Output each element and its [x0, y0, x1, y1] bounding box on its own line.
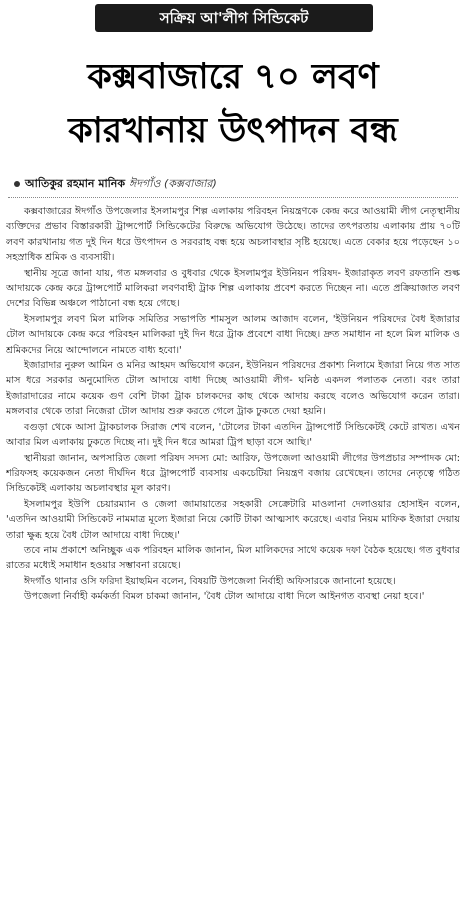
headline-line-1: কক্সবাজারে ৭০ লবণ — [87, 57, 379, 97]
kicker-label: সক্রিয় আ'লীগ সিন্ডিকেট — [95, 4, 373, 32]
byline-place: ঈদগাঁও (কক্সবাজার) — [129, 177, 217, 190]
bullet-icon — [14, 181, 20, 187]
article-paragraph: ইজারাদার নুরুল আমিন ও মনির আহমদ অভিযোগ করেন, ইউনিয়ন পরিষদের প্রকাশ্য নিলামে ইজারা নিয়ে গত সাত মাস ধরে সরকার অনুমোদিত টোল আদায়ে বাধা দিচ্ছে আওয়ামী লীগ- ঘনিষ্ঠ একদল পলাতক নেতা। বরং তারা ইজারাদারের নামে কয়েক গুণ বেশি টাকা ট্রাক চালকদের কাছ থেকে আদায় করছে বলেও অভিযোগ করেন তারা। মঙ্গলবার থেকে তারা নিজেরা টোল আদায় শুরু করতে গেলে ট্রাক ঢুকতে দেয়া হয়নি। — [6, 360, 460, 418]
byline-divider — [8, 197, 458, 198]
article-paragraph: ইসলামপুর ইউপি চেয়ারম্যান ও জেলা জামায়াতের সহকারী সেক্রেটারি মাওলানা দেলাওয়ার হোসাইন বলেন, 'এতদিন আওয়ামী সিন্ডিকেট নামমাত্র মূল্যে ইজারা নিয়ে কোটি টাকা আত্মসাৎ করেছে। এবার নিয়ম মাফিক ইজারা দেয়ায় তারা ক্ষুব্ধ হয়ে বৈধ টোল আদায়ে বাধা দিচ্ছে।' — [6, 498, 460, 541]
kicker-bar — [0, 0, 466, 38]
article-paragraph: বগুড়া থেকে আসা ট্রাকচালক সিরাজ শেখ বলেন, 'টোলের টাকা এতদিন ট্রান্সপোর্ট সিন্ডিকেটই কেটে রাখত। এখন আবার মিল এলাকায় ঢুকতে দিচ্ছে না। দুই দিন ধরে আমরা ট্রিপ ছাড়া বসে আছি।' — [6, 421, 460, 449]
article-paragraph: স্থানীয় সূত্রে জানা যায়, গত মঙ্গলবার ও বুধবার থেকে ইসলামপুর ইউনিয়ন পরিষদ- ইজারাকৃত লবণ রফতানি শুল্ক আদায়কে কেন্দ্র করে ট্রান্সপোর্ট মালিকরা লবণবাহী ট্রাক শিল্প এলাকায় প্রবেশ করতে দিচ্ছেন না। এতে প্রক্রিয়াজাত লবণ দেশের বিভিন্ন অঞ্চলে পাঠানো বন্ধ হয়ে গেছে। — [6, 267, 460, 310]
article-paragraph: ঈদগাঁও থানার ওসি ফরিদা ইয়াছমিন বলেন, বিষয়টি উপজেলা নির্বাহী অফিসারকে জানানো হয়েছে। — [24, 575, 396, 587]
article-paragraph: স্থানীয়রা জানান, অপসারিত জেলা পরিষদ সদস্য মো: আরিফ, উপজেলা আওয়ামী লীগের উপপ্রচার সম্পাদক মো: শরিফসহ কয়েকজন নেতা দীর্ঘদিন ধরে ট্রান্সপোর্ট ব্যবসায় একচেটিয়া নিয়ন্ত্রণ বজায় রেখেছেন। তাদের নেতৃত্বে গঠিত সিন্ডিকেটই এলাকায় অচলাবস্থার মূল কারণ। — [6, 452, 460, 495]
byline — [14, 176, 217, 192]
article-body — [6, 204, 460, 908]
headline-line-2: কারখানায় উৎপাদন বন্ধ — [68, 111, 398, 151]
article-paragraph: ইসলামপুর লবণ মিল মালিক সমিতির সভাপতি শামসুল আলম আজাদ বলেন, 'ইউনিয়ন পরিষদের বৈধ ইজারার টোল আদায়কে কেন্দ্র করে পরিবহন মালিকরা দুই দিন ধরে ট্রাক প্রবেশে বাধা দিচ্ছে। দ্রুত সমাধান না হলে মিল মালিক ও শ্রমিকদের নিয়ে আন্দোলনে নামতে বাধ্য হবো।' — [6, 313, 460, 356]
article-paragraph: উপজেলা নির্বাহী কর্মকর্তা বিমল চাকমা জানান, 'বৈধ টোল আদায়ে বাধা দিলে আইনগত ব্যবস্থা নেয়া হবে।' — [24, 591, 425, 603]
byline-author: আতিকুর রহমান মানিক — [25, 177, 126, 190]
article-paragraph: কক্সবাজারের ঈদগাঁও উপজেলার ইসলামপুর শিল্প এলাকায় পরিবহন নিয়ন্ত্রণকে কেন্দ্র করে আওয়ামী লীগ নেতৃস্থানীয় ব্যক্তিদের প্রভাব বিস্তারকারী ট্রান্সপোর্ট সিন্ডিকেটের বিরুদ্ধে অভিযোগ উঠেছে। তাদের তৎপরতায় এলাকায় প্রায় ৭০টি লবণ কারখানায় গত দুই দিন ধরে উৎপাদন ও সরবরাহ বন্ধ হয়ে অচলাবস্থার সৃষ্টি হয়েছে। এতে বেকার হয়ে পড়েছেন ১০ সহস্রাধিক শ্রমিক ও ব্যবসায়ী। — [6, 206, 460, 264]
article-paragraph: তবে নাম প্রকাশে অনিচ্ছুক এক পরিবহন মালিক জানান, মিল মালিকদের সাথে কয়েক দফা বৈঠক হয়েছে। গত বুধবার রাতের মধ্যেই সমাধান হওয়ার সম্ভাবনা রয়েছে। — [6, 544, 460, 572]
